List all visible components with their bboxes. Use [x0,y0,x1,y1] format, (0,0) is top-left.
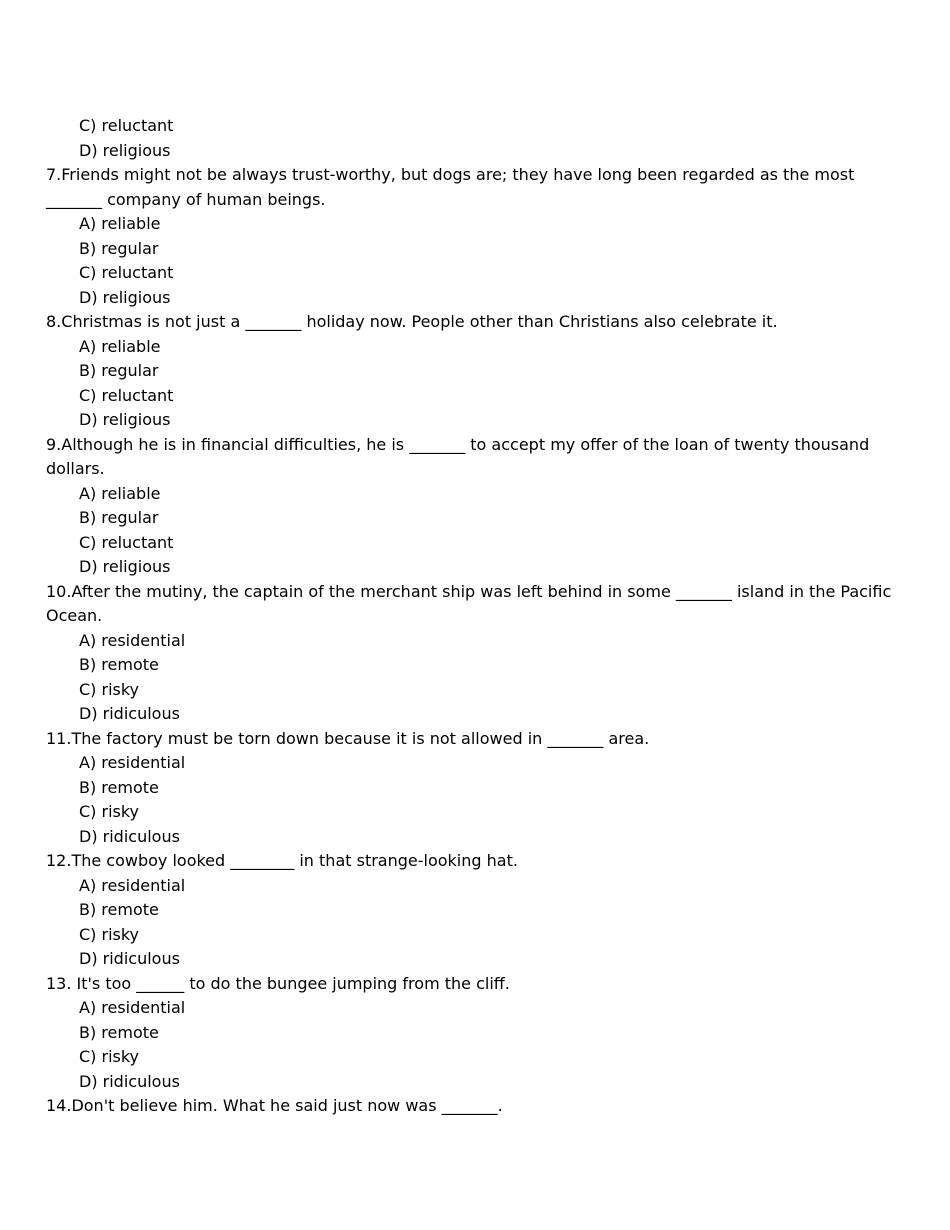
option: D) ridiculous [79,1071,180,1091]
option: D) religious [79,287,171,307]
question-stem: 14.Don't believe him. What he said just now was _______. [46,1096,503,1115]
question-stem: 10.After the mutiny, the captain of the merchant ship was left behind in some _______ island in the Pacific Ocean. [46,581,892,625]
option: B) regular [79,508,159,527]
option: C) risky [79,802,140,821]
option: A) residential [79,630,186,650]
option: D) religious [79,140,171,160]
option: B) remote [79,655,159,674]
question-stem: 12.The cowboy looked ________ in that strange-looking hat. [46,851,518,870]
question-stem: 7.Friends might not be always trust-worthy, but dogs are; they have long been regarded as the most _______ company of human beings. [46,165,855,209]
option: A) residential [79,998,186,1017]
option: A) residential [79,875,186,895]
option: C) reluctant [79,385,174,405]
option: D) ridiculous [79,949,180,968]
option: C) reluctant [79,116,174,135]
question-stem: 13. It's too ______ to do the bungee jumping from the cliff. [46,973,510,993]
option: B) remote [79,1022,159,1042]
option: A) reliable [79,336,161,356]
option: D) religious [79,410,171,429]
option: A) reliable [79,483,161,503]
option: A) reliable [79,214,161,233]
option: C) risky [79,924,140,944]
option: D) ridiculous [79,704,180,723]
option: C) risky [79,1047,140,1066]
option: D) religious [79,557,171,576]
option: B) regular [79,238,159,258]
question-stem: 8.Christmas is not just a _______ holiday now. People other than Christians also celebrate it. [46,312,778,331]
option: C) reluctant [79,532,174,552]
document-page [46,114,896,1119]
option: B) remote [79,777,159,797]
option: C) reluctant [79,263,174,282]
option: D) ridiculous [79,826,180,846]
question-stem: 9.Although he is in financial difficulties, he is _______ to accept my offer of the loan of twenty thousand dollars. [46,434,870,478]
option: B) regular [79,361,159,380]
option: A) residential [79,753,186,772]
option: B) remote [79,900,159,919]
question-stem: 11.The factory must be torn down because it is not allowed in _______ area. [46,728,650,748]
option: C) risky [79,679,140,699]
